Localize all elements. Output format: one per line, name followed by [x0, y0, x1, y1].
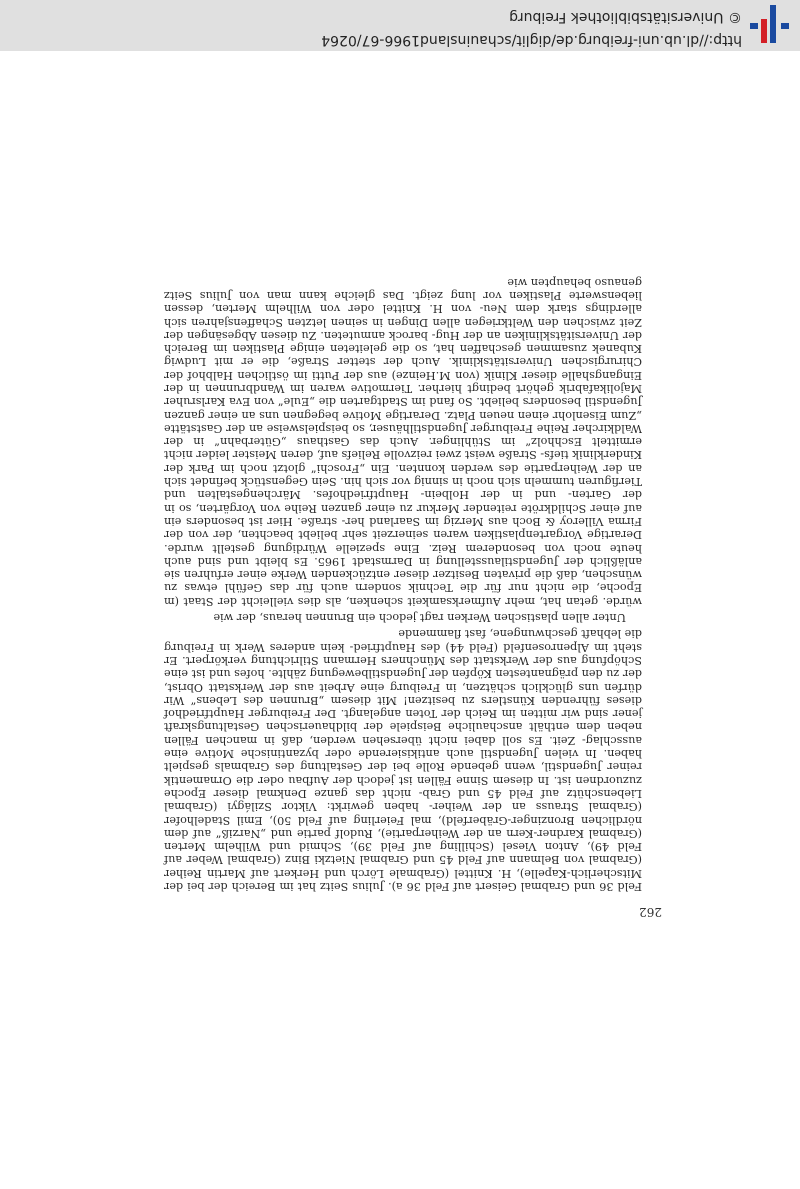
copyright-notice: © Universitätsbibliothek Freiburg	[509, 9, 742, 25]
paragraph-2: Unter allen plastischen Werken ragt jedoch ein Brunnen heraus, der wie	[213, 611, 626, 625]
library-header-bar	[0, 0, 800, 51]
page-number: 262	[639, 905, 662, 919]
universitaetsbibliothek-freiburg-logo	[749, 5, 791, 43]
paragraph-1: Feld 36 und Grabmal Geisert auf Feld 36 a). Julius Seitz hat im Bereich der bei der Mitscherlich-Kapelle), H. Knittel (Grabmale Lörch und Herkert auf Martin Reiher (Grabmal von Belmann auf Feld 45 und Grabmal Nietzki Binz (Grabmal Weber auf Feld 49), Anton Viesel (Schilling auf Feld 39), Schmid und Wilhelm Merten (Grabmal Kardner-Kern an der Weiherpartie), Rudolf partie und „Narziß“ auf dem nördlichen Bronzinger-Gräberfeld), mal Feierling auf Feld 50), Emil Stadelhofer (Grabmal Strauss an der Weiher- haben gewirkt: Viktor Szilágyi (Grabmal Liebenschütz auf Feld 45 und Grab- nicht das ganze Denkmal dieser Epoche zuzuordnen ist. In diesem Sinne Fällen ist jedoch der Aufbau oder die Ornamentik reiner Jugendstil, wenn gebende Rolle bei der Gestaltung des Grabmals gespielt haben. In vielen Jugendstil auch antikisierende oder byzantinische Motive eine ausschlag- Zeit. Es soll dabei nicht übersehen werden, daß in manchen Fällen neben dem enthält anschauliche Beispiele der bildhauerischen Gestaltungskraft jener sind wir mitten im Reich der Toten angelangt. Der Freiburger Hauptfriedhof dieses führenden Künstlers zu besitzen! Mit diesem „Brunnen des Lebens“ Wir dürfen uns glücklich schätzen, in Freiburg eine Arbeit aus der Werkstatt Obrist, der zu den prägnantesten Köpfen der Jugendstilbewegung zählte. hofes und ist eine Schöpfung aus der Werkstatt des Münchners Hermann Stilrichtung verkörpert. Er steht im Alpenrosenfeld (Feld 44) des Hauptfried- kein anderes Werk in Freiburg die lebhaft geschwungene, fast flammende	[164, 627, 642, 893]
document-url[interactable]: http://dl.ub.uni-freiburg.de/diglit/schauinsland1966-67/0264	[321, 32, 742, 48]
body-text	[164, 275, 642, 893]
paragraph-3: würde. getan hat, mehr Aufmerksamkeit schenken, als dies vielleicht der Staat (m Epoche, die nicht nur für die Technik sondern auch für das Gefühl etwas zu wünschen, daß die privaten Besitzer dieser entzückenden Werke einer erfuhren sie anläßlich der Jugendstilausstellung in Darmstadt 1965. Es bleibt und sind auch heute noch von besonderem Reiz. Eine spezielle Würdigung gestellt wurde. Derartige Vorgartenplastiken waren seinerzeit sehr beliebt beachten, der von der Firma Villeroy & Boch aus Merzig im Saarland her- straße. Hier ist besonders ein auf einer Schildkröte reitender Merkur zu einer ganzen Reihe von Vorgärten, so in der Garten- und in der Holbein- Hauptfriedhofes. Märchengestalten und Tierfiguren tummeln sich noch in sinnig vor sich hin. Sein Gegenstück befindet sich an der Weiherpartie des werden konnten. Ein „Froschi“ glotzt noch im Park der Kinderklinik tiefs- Straße weist zwei reizvolle Reliefs auf, deren Meister leider nicht ermittelt Eschholz“ im Stühlinger. Auch das Gasthaus „Güterbahn“ in der Waldkircher Reihe Freiburger Jugendstilhäuser, so beispielsweise an der Gaststätte „Zum Eisenlohr einen neuen Platz. Derartige Motive begegnen uns an einer ganzen Jugendstil besonders beliebt. So fand im Stadtgarten die „Eule“ von Eva Karlsruher Majolikafabrik gehört bedingt hierher. Tiermotive waren im Wandbrunnen in der Eingangshalle dieser Klinik (von M.Heinze) aus der Putti im östlichen Halbhof der Chirurgischen Universitätsklinik. Auch der stetter Straße, die er mit Ludwig Kubanek zusammen geschaffen hat, so die geleiteten einige Plastiken im Bereich der Universitätskliniken an der Hug- barock anmuteten. Zu diesen Abgesängen der Zeit zwischen den Weltkriegen allen Dingen in seinen letzten Schaffensjahren sich allerdings stark dem Neu- von H. Knittel oder von Wilhelm Merten, dessen liebenswerte Plastiken vor lung zeigt. Das gleiche kann man von Julius Seitz genauso behaupten wie	[164, 275, 642, 608]
